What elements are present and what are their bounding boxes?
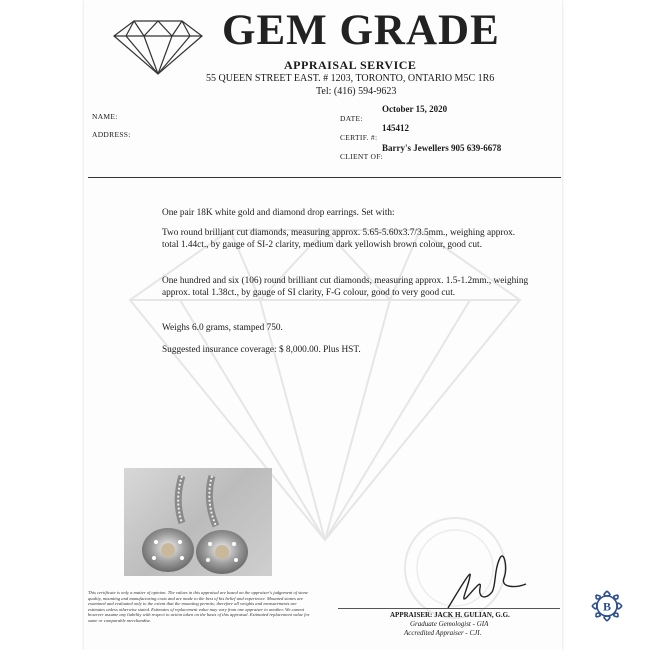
company-address: 55 QUEEN STREET EAST. # 1203, TORONTO, ONTARIO M5C 1R6 — [206, 73, 495, 84]
appraiser-credential: Graduate Gemologist - GIA — [410, 620, 489, 628]
certif-value: 145412 — [382, 123, 409, 133]
description-paragraph: Suggested insurance coverage: $ 8,000.00. Plus HST. — [162, 345, 361, 355]
service-subtitle: APPRAISAL SERVICE — [284, 58, 417, 72]
disclaimer-text: This certificate is only a matter of opinion. The values in this appraisal are based on the appraiser's judgement of stone quality, mounting and manufacturing costs and are made to the best of his belief and experience. Mounted stones are examined and evaluated only to the extent that the mounting permits; therefore all weights and measurements are estimates unless otherwise stated. Estimates of replacement value may vary from one appraiser to another. We cannot however assume any liability with respect to action taken on the basis of this appraisal. Estimated replacement value for same or comparable merchandise. — [88, 590, 310, 623]
certif-label: CERTIF. #: — [340, 133, 378, 142]
diamond-logo-icon — [112, 18, 204, 76]
name-label: NAME: — [92, 112, 118, 121]
description-paragraph: One pair 18K white gold and diamond drop earrings. Set with: — [162, 208, 395, 218]
client-value: Barry's Jewellers 905 639-6678 — [382, 143, 502, 153]
signature-icon — [430, 548, 540, 612]
date-label: DATE: — [340, 114, 363, 123]
description-paragraph: Two round brilliant cut diamonds, measuring approx. 5.65-5.60x3.7/3.5mm., weighing approx. total 1.44ct., by gauge of SI-2 clarity, medium dark yellowish brown colour, good cut. — [162, 228, 516, 250]
date-value: October 15, 2020 — [382, 104, 448, 114]
address-label: ADDRESS: — [92, 130, 131, 139]
signature-line — [338, 608, 560, 609]
earrings-image — [124, 468, 272, 576]
company-phone: Tel: (416) 594-9623 — [316, 86, 397, 97]
brand-title: GEM GRADE — [222, 7, 500, 54]
earrings-photo — [124, 468, 272, 576]
header-divider — [88, 177, 561, 178]
description-paragraph: One hundred and six (106) round brilliant cut diamonds, measuring approx. 1.5-1.2mm., weighing approx. total 1.38ct., by gauge of SI clarity, F-G colour, good to very good cut. — [162, 276, 529, 298]
badge-letter: B — [602, 599, 612, 614]
appraiser-name: APPRAISER: JACK H. GULIAN, G.G. — [390, 611, 510, 619]
brand-badge-icon[interactable] — [590, 589, 624, 623]
description-paragraph: Weighs 6.0 grams, stamped 750. — [162, 323, 283, 333]
appraiser-credential: Accredited Appraiser - CJI. — [404, 629, 482, 637]
client-label: CLIENT OF: — [340, 152, 384, 161]
